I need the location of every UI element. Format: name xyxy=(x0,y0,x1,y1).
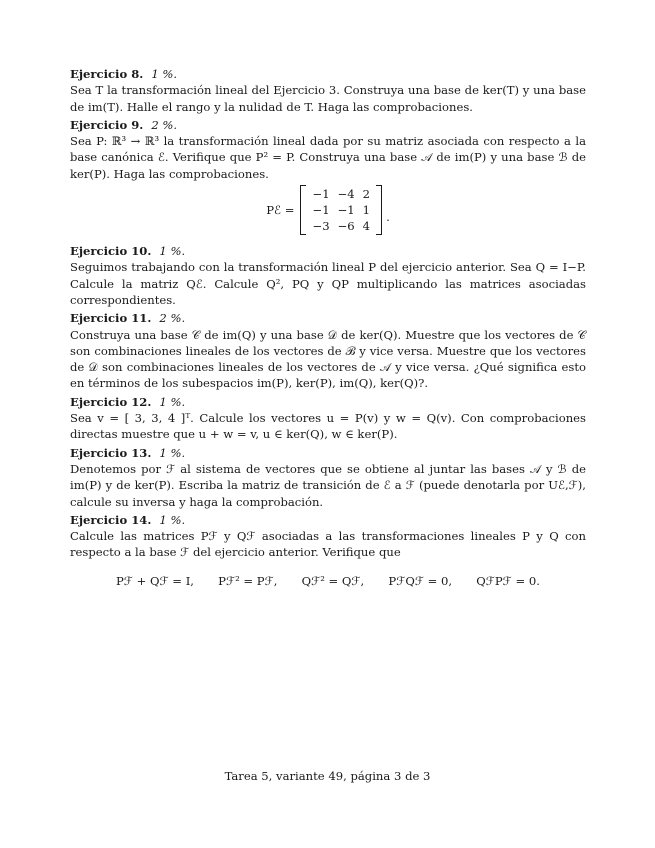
matrix xyxy=(300,185,382,235)
exercise-title: Ejercicio 10. xyxy=(70,244,152,259)
exercise-title: Ejercicio 13. xyxy=(70,445,152,460)
document-page xyxy=(70,66,586,591)
exercise-text: Sea v = [ 3, 3, 4 ]ᵀ. Calcule los vectores u = P(v) y w = Q(v). Con comprobaciones directas muestre que u + w = v, u ∈ ker(Q), w ∈ ker(P). xyxy=(70,411,586,442)
exercise-10 xyxy=(70,243,586,308)
exercise-12 xyxy=(70,394,586,443)
exercise-percent: 1 %. xyxy=(159,512,186,527)
equation: Qℱ² = Qℱ, xyxy=(301,573,365,588)
equations-row xyxy=(116,573,540,589)
exercise-percent: 2 %. xyxy=(151,117,178,132)
exercise-8-heading xyxy=(70,66,586,82)
matrix-cell: −1 xyxy=(312,187,330,202)
matrix-row xyxy=(308,218,374,234)
exercise-title: Ejercicio 11. xyxy=(70,311,152,326)
matrix-equation xyxy=(70,185,586,235)
matrix-cell: −6 xyxy=(337,219,355,234)
exercise-text: Calcule las matrices Pℱ y Qℱ asociadas a las transformaciones lineales P y Q con respecto a la base ℱ del ejercicio anterior. Verifique que xyxy=(70,529,586,560)
matrix-label: Pℰ = xyxy=(266,202,295,217)
matrix-cell: 2 xyxy=(362,187,371,202)
exercise-14-heading xyxy=(70,512,586,528)
exercise-11 xyxy=(70,310,586,391)
matrix-cell: −3 xyxy=(312,219,330,234)
exercise-10-heading xyxy=(70,243,586,259)
exercise-text: Denotemos por ℱ al sistema de vectores que se obtiene al juntar las bases 𝒜 y ℬ de im(P) y de ker(P). Escriba la matriz de transición de ℰ a ℱ (puede denotarla por Uℰ,ℱ), calcule su inversa y haga la comprobación. xyxy=(70,461,586,509)
exercise-13-heading xyxy=(70,445,586,461)
exercise-title: Ejercicio 14. xyxy=(70,512,152,527)
exercise-percent: 1 %. xyxy=(159,445,186,460)
exercise-13 xyxy=(70,445,586,510)
exercise-text: Sea P: ℝ³ → ℝ³ la transformación lineal dada por su matriz asociada con respecto a la base canónica ℰ. Verifique que P² = P. Construya una base 𝒜 de im(P) y una base ℬ de ker(P). Haga las comprobaciones. xyxy=(70,134,586,181)
exercise-title: Ejercicio 12. xyxy=(70,394,152,409)
exercise-percent: 1 %. xyxy=(159,394,186,409)
equation: Pℱ + Qℱ = I, xyxy=(116,573,194,588)
matrix-cell: −1 xyxy=(312,203,330,218)
exercise-percent: 1 %. xyxy=(151,67,178,81)
left-bracket xyxy=(300,185,306,235)
exercise-14 xyxy=(70,512,586,589)
matrix-cell: 1 xyxy=(362,203,371,218)
matrix-row xyxy=(308,202,374,218)
matrix-cell: −1 xyxy=(337,203,355,218)
page-footer: Tarea 5, variante 49, página 3 de 3 xyxy=(224,769,431,783)
exercise-percent: 2 %. xyxy=(159,311,186,326)
exercise-8 xyxy=(70,66,586,115)
exercise-percent: 1 %. xyxy=(159,244,186,259)
matrix-cell: −4 xyxy=(337,187,355,202)
exercise-text: Sea T la transformación lineal del Ejercicio 3. Construya una base de ker(T) y una base de im(T). Halle el rango y la nulidad de T. Haga las comprobaciones. xyxy=(70,83,586,114)
matrix-row xyxy=(308,186,374,202)
exercise-text: Seguimos trabajando con la transformación lineal P del ejercicio anterior. Sea Q = I−P. Calcule la matriz Qℰ. Calcule Q², PQ y QP multiplicando las matrices asociadas correspondientes. xyxy=(70,260,586,307)
matrix-table xyxy=(308,186,374,234)
exercise-12-heading xyxy=(70,394,586,410)
right-bracket xyxy=(376,185,382,235)
equation: Pℱ² = Pℱ, xyxy=(218,573,278,588)
exercise-title: Ejercicio 8. xyxy=(70,67,144,81)
exercise-text: Construya una base 𝒞 de im(Q) y una base 𝒟 de ker(Q). Muestre que los vectores de 𝒞 son combinaciones lineales de los vectores de ℬ y vice versa. Muestre que los vectores de 𝒟 son combinaciones lineales de los vectores de 𝒜 y vice versa. ¿Qué significa esto en términos de los subespacios im(P), ker(P), im(Q), ker(Q)?. xyxy=(70,327,586,391)
equation: PℱQℱ = 0, xyxy=(388,573,453,588)
equation: QℱPℱ = 0. xyxy=(476,573,540,588)
exercise-9-heading xyxy=(70,117,586,133)
exercise-title: Ejercicio 9. xyxy=(70,117,144,132)
matrix-period: . xyxy=(386,209,390,224)
exercise-9 xyxy=(70,117,586,235)
exercise-11-heading xyxy=(70,310,586,326)
matrix-cell: 4 xyxy=(362,219,371,234)
